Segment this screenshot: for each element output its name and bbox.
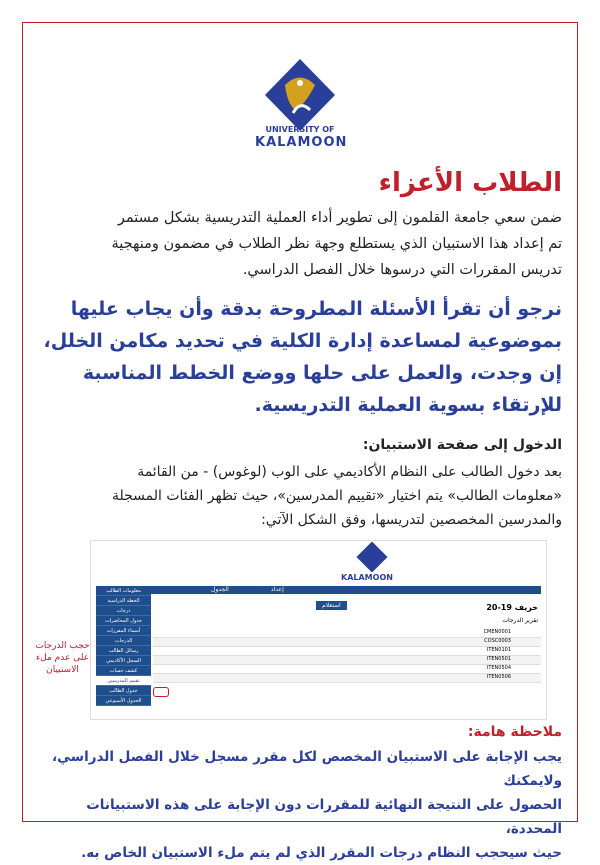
note-body bbox=[38, 745, 562, 865]
screenshot-course-code: CMEN0001 bbox=[483, 629, 511, 635]
screenshot-menu-item: الدرجات bbox=[96, 636, 151, 646]
section-line: «معلومات الطالب» يتم اختيار «تقييم المدرسين»، حيث تظهر الفئات المسجلة bbox=[112, 488, 562, 504]
screenshot-menu-item: جدول الطالب bbox=[96, 686, 151, 696]
intro-line: تم إعداد هذا الاستبيان الذي يستطلع وجهة نظر الطلاب في مضمون ومنهجية bbox=[111, 236, 562, 252]
note-line: يجب الإجابة على الاستبيان المخصص لكل مقرر مسجل خلال الفصل الدراسي، ولايمكنك bbox=[52, 749, 562, 789]
screenshot-table-row bbox=[153, 638, 541, 647]
screenshot-table-row bbox=[153, 674, 541, 683]
screenshot-course-code: ITEN0501 bbox=[486, 656, 511, 662]
appeal-paragraph bbox=[38, 293, 562, 421]
screenshot-menu-item: جدول المحاضرات bbox=[96, 616, 151, 626]
screenshot-menu-item: معلومات الطالب bbox=[96, 586, 151, 596]
note-line: حيث سيحجب النظام درجات المقرر الذي لم يتم ملء الاستبيان الخاص به. bbox=[81, 845, 562, 861]
screenshot-course-code: COSC0003 bbox=[484, 638, 511, 644]
screenshot-menu bbox=[96, 586, 151, 706]
note-title: ملاحظة هامة: bbox=[467, 724, 562, 740]
screenshot-course-code: ITEN0506 bbox=[486, 674, 511, 680]
screenshot-course-code: ITEN0504 bbox=[486, 665, 511, 671]
screenshot-table-row bbox=[153, 665, 541, 674]
screenshot-tab: إعداد bbox=[271, 586, 284, 593]
screenshot-menu-item: الجدول الأسبوعي bbox=[96, 696, 151, 706]
screenshot-table bbox=[153, 629, 541, 683]
screenshot-button: استعلام bbox=[316, 601, 347, 610]
system-screenshot bbox=[90, 540, 547, 720]
screenshot-menu-item: رسائل الطالب bbox=[96, 646, 151, 656]
intro-line: تدريس المقررات التي درسوها خلال الفصل الدراسي. bbox=[242, 262, 562, 278]
screenshot-logo-icon bbox=[356, 541, 387, 572]
appeal-line: إن وجدت، والعمل على حلها ووضع الخطط المناسبة bbox=[82, 362, 562, 384]
screenshot-menu-item: الخطة الدراسية bbox=[96, 596, 151, 606]
section-title: الدخول إلى صفحة الاستبيان: bbox=[362, 437, 562, 453]
screenshot-menu-item: درجات bbox=[96, 606, 151, 616]
section-body bbox=[38, 460, 562, 532]
greeting-heading: الطلاب الأعزاء bbox=[378, 168, 562, 198]
screenshot-tab: الجدول bbox=[211, 586, 229, 593]
screenshot-menu-item: أسماء المقررات bbox=[96, 626, 151, 636]
intro-paragraph bbox=[38, 205, 562, 283]
appeal-line: نرجو أن تقرأ الأسئلة المطروحة بدقة وأن يجاب عليها bbox=[70, 298, 562, 320]
university-logo bbox=[255, 55, 348, 150]
screenshot-table-row bbox=[153, 629, 541, 638]
screenshot-logo: KALAMOON bbox=[341, 573, 393, 582]
screenshot-course-code: ITEN0101 bbox=[486, 647, 511, 653]
screenshot-term: خريف 19-20 bbox=[486, 603, 538, 612]
screenshot-report: تقرير الدرجات bbox=[502, 617, 538, 624]
screenshot-topbar bbox=[96, 586, 541, 594]
logo-line2: KALAMOON bbox=[255, 135, 348, 150]
section-line: والمدرسين المخصصين لتدريسها، وفق الشكل الآتي: bbox=[261, 512, 562, 528]
screenshot-table-row bbox=[153, 656, 541, 665]
appeal-line: للإرتقاء بسوية العملية التدريسية. bbox=[254, 394, 562, 416]
note-line: الحصول على النتيجة النهائية للمقررات دون الإجابة على هذه الاستبيانات المحددة، bbox=[86, 797, 562, 837]
screenshot-table-row bbox=[153, 647, 541, 656]
section-line: بعد دخول الطالب على النظام الأكاديمي على الوب (لوغوس) - من القائمة bbox=[137, 464, 562, 480]
screenshot-arrow-icon bbox=[153, 687, 169, 697]
intro-line: ضمن سعي جامعة القلمون إلى تطوير أداء العملية التدريسية بشكل مستمر bbox=[117, 210, 562, 226]
appeal-line: بموضوعية لمساعدة إدارة الكلية في تحديد مكامن الخلل، bbox=[43, 330, 562, 352]
screenshot-menu-item: كشف حساب bbox=[96, 666, 151, 676]
screenshot-menu-item: السجل الأكاديمي bbox=[96, 656, 151, 666]
screenshot-side-note: حجب الدرجات على عدم ملء الاستبيان bbox=[35, 641, 90, 675]
screenshot-menu-item: تقييم المدرسين bbox=[96, 676, 151, 686]
logo-line1: UNIVERSITY OF bbox=[265, 125, 335, 134]
